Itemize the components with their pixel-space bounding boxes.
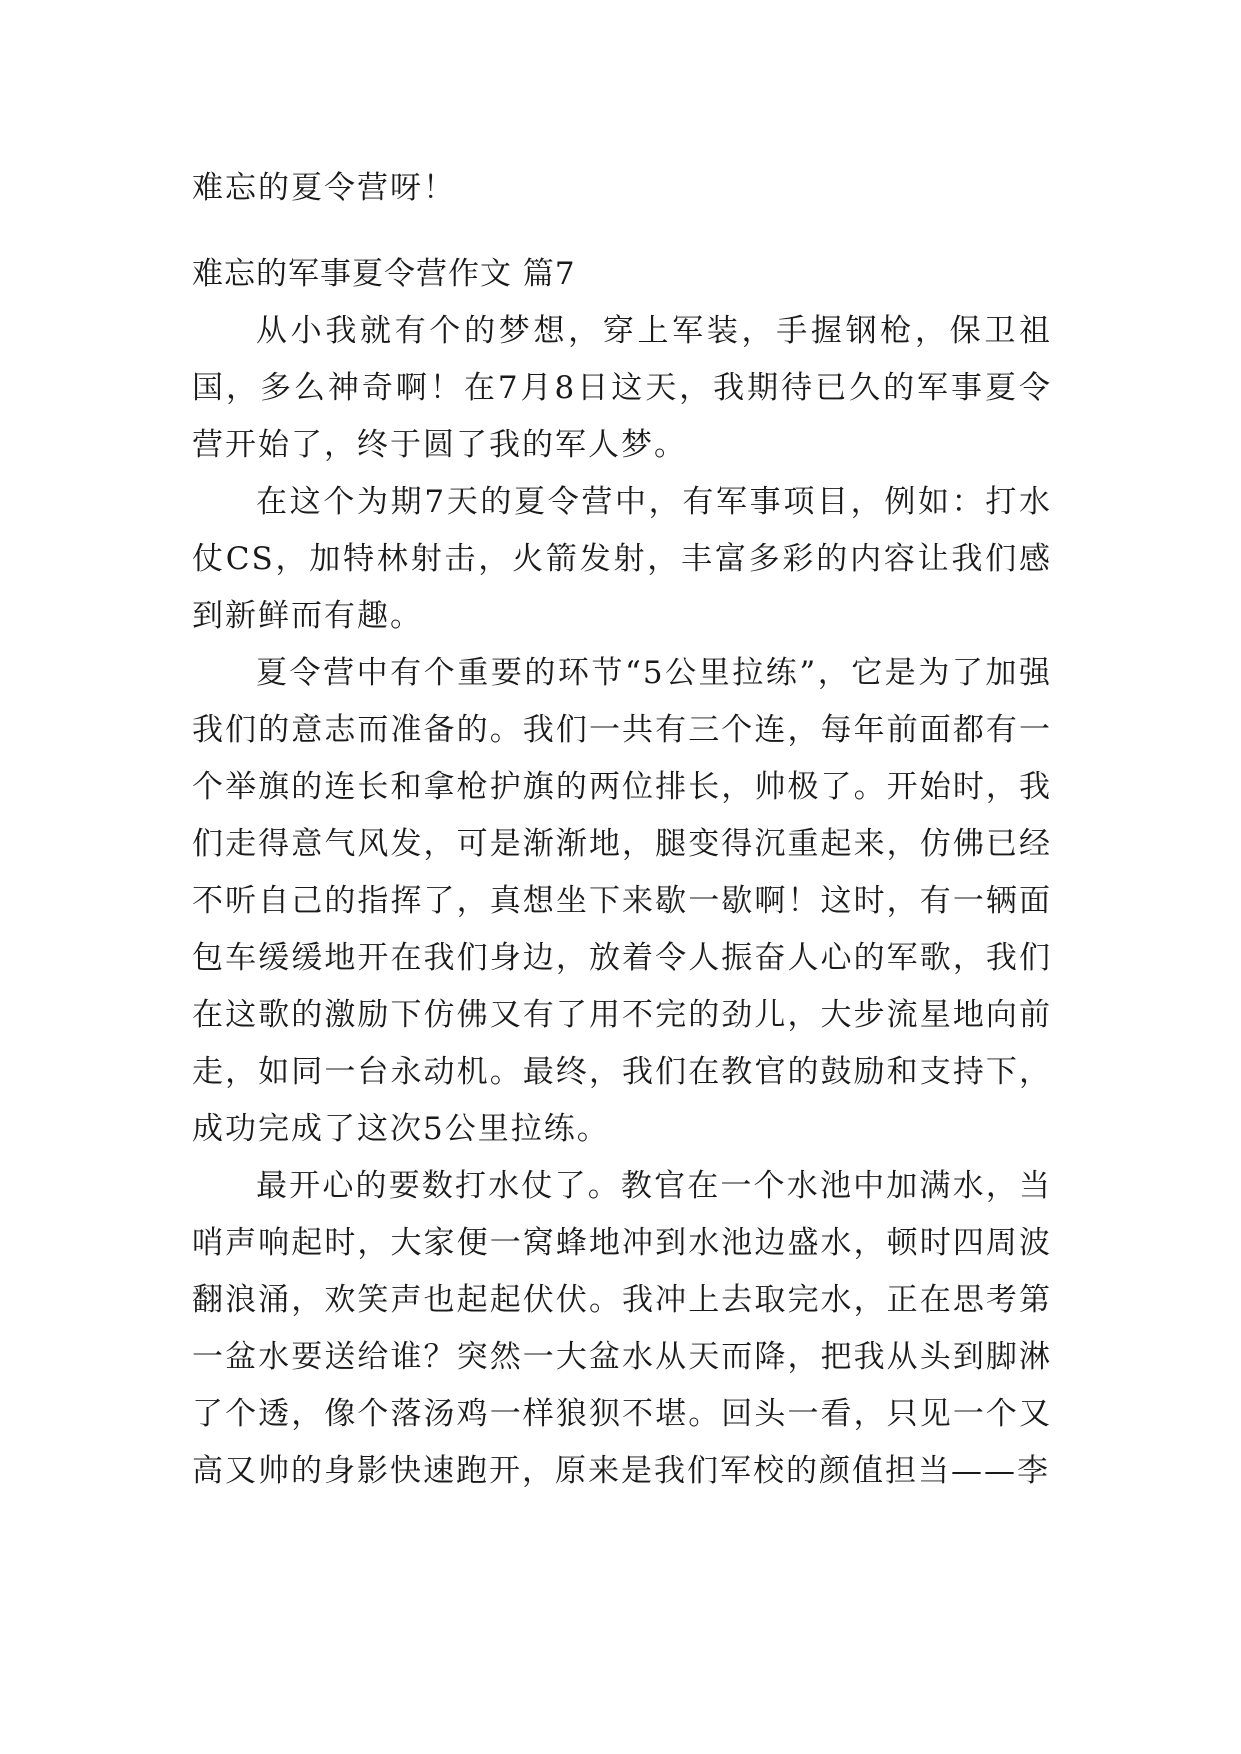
paragraph-2: 在这个为期7天的夏令营中，有军事项目，例如：打水仗CS，加特林射击，火箭发射，丰富多彩的内容让我们感到新鲜而有趣。 bbox=[192, 484, 1052, 634]
closing-line: 难忘的夏令营呀！ bbox=[192, 170, 456, 206]
paragraph-4: 最开心的要数打水仗了。教官在一个水池中加满水，当哨声响起时，大家便一窝蜂地冲到水池边盛水，顿时四周波翻浪涌，欢笑声也起起伏伏。我冲上去取完水，正在思考第一盆水要送给谁？突然一大盆水从天而降，把我从头到脚淋了个透，像个落汤鸡一样狼狈不堪。回头一看，只见一个又高又帅的身影快速跑开，原来是我们军校的颜值担当——李 bbox=[192, 1168, 1052, 1489]
article-body bbox=[192, 303, 1052, 1500]
section-heading: 难忘的军事夏令营作文 篇7 bbox=[192, 256, 576, 292]
paragraph-1: 从小我就有个的梦想，穿上军装，手握钢枪，保卫祖国，多么神奇啊！在7月8日这天，我期待已久的军事夏令营开始了，终于圆了我的军人梦。 bbox=[192, 313, 1052, 463]
paragraph-3: 夏令营中有个重要的环节“5公里拉练”，它是为了加强我们的意志而准备的。我们一共有三个连，每年前面都有一个举旗的连长和拿枪护旗的两位排长，帅极了。开始时，我们走得意气风发，可是渐渐地，腿变得沉重起来，仿佛已经不听自己的指挥了，真想坐下来歇一歇啊！这时，有一辆面包车缓缓地开在我们身边，放着令人振奋人心的军歌，我们在这歌的激励下仿佛又有了用不完的劲儿，大步流星地向前走，如同一台永动机。最终，我们在教官的鼓励和支持下，成功完成了这次5公里拉练。 bbox=[192, 655, 1052, 1147]
